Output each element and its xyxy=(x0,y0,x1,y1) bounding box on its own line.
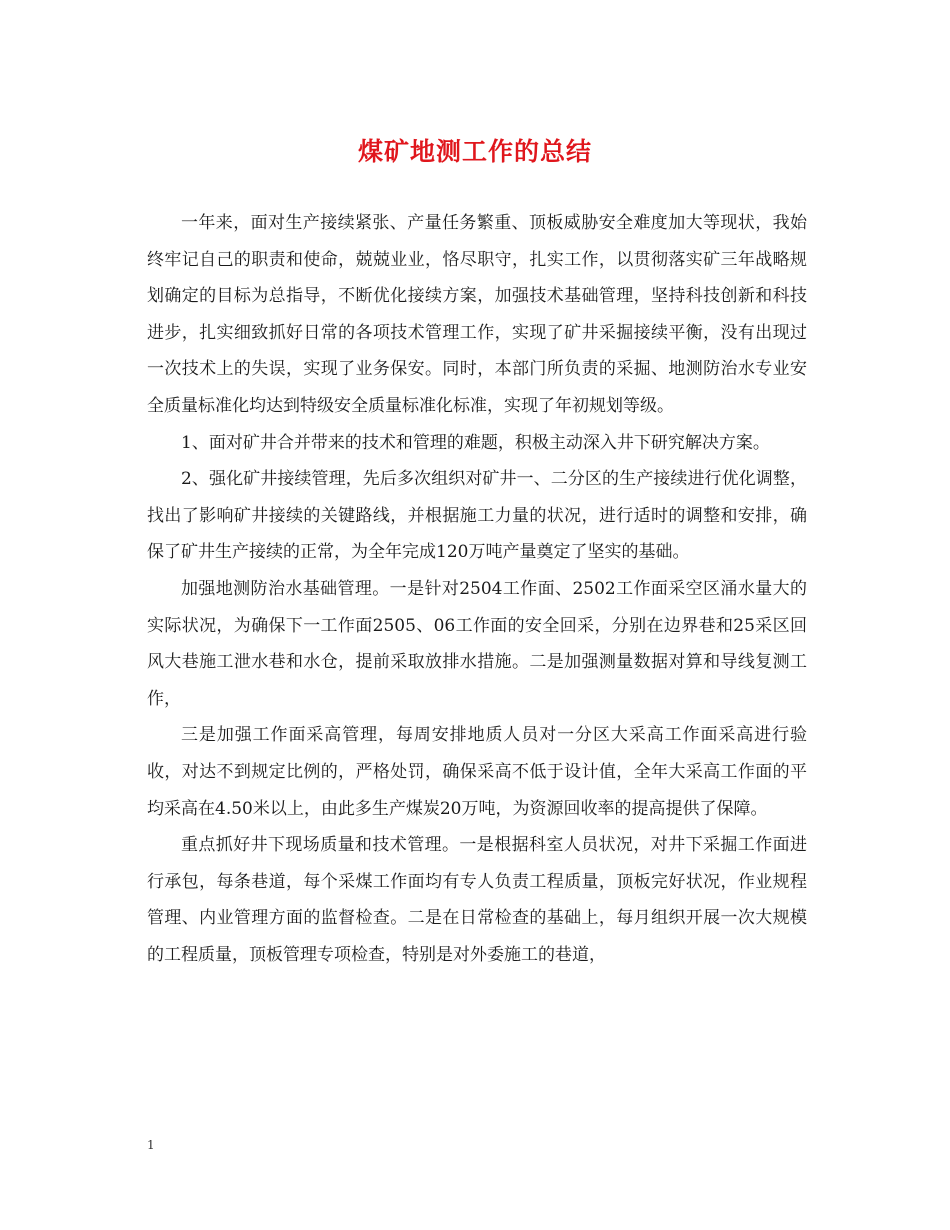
paragraph-intro: 一年来，面对生产接续紧张、产量任务繁重、顶板威胁安全难度加大等现状，我始终牢记自己的职责和使命，兢兢业业，恪尽职守，扎实工作，以贯彻落实矿三年战略规划确定的目标为总指导，不断优化接续方案，加强技术基础管理，坚持科技创新和科技进步，扎实细致抓好日常的各项技术管理工作，实现了矿井采掘接续平衡，没有出现过一次技术上的失误，实现了业务保安。同时，本部门所负责的采掘、地测防治水专业安全质量标准化均达到特级安全质量标准化标准，实现了年初规划等级。 xyxy=(147,213,807,416)
page-number: 1 xyxy=(147,1138,155,1152)
document-title: 煤矿地测工作的总结 xyxy=(357,137,592,166)
paragraph-water-management: 加强地测防治水基础管理。一是针对2504工作面、2502工作面采空区涌水量大的实际状况，为确保下一工作面2505、06工作面的安全回采，分别在边界巷和25采区回风大巷施工泄水巷和水仓，提前采取放排水措施。二是加强测量数据对算和导线复测工作， xyxy=(147,578,807,709)
paragraph-item-2: 2、强化矿井接续管理，先后多次组织对矿井一、二分区的生产接续进行优化调整，找出了影响矿井接续的关键路线，并根据施工力量的状况，进行适时的调整和安排，确保了矿井生产接续的正常，为全年完成120万吨产量奠定了坚实的基础。 xyxy=(147,469,807,563)
paragraph-mining-height: 三是加强工作面采高管理，每周安排地质人员对一分区大采高工作面采高进行验收，对达不到规定比例的，严格处罚，确保采高不低于设计值，全年大采高工作面的平均采高在4.50米以上，由此多生产煤炭20万吨，为资源回收率的提高提供了保障。 xyxy=(147,725,807,819)
document-body xyxy=(147,205,807,973)
paragraph-site-quality: 重点抓好井下现场质量和技术管理。一是根据科室人员状况，对井下采掘工作面进行承包，每条巷道，每个采煤工作面均有专人负责工程质量，顶板完好状况，作业规程管理、内业管理方面的监督检查。二是在日常检查的基础上，每月组织开展一次大规模的工程质量，顶板管理专项检查，特别是对外委施工的巷道， xyxy=(147,835,807,965)
paragraph-item-1: 1、面对矿井合并带来的技术和管理的难题，积极主动深入井下研究解决方案。 xyxy=(181,432,770,453)
